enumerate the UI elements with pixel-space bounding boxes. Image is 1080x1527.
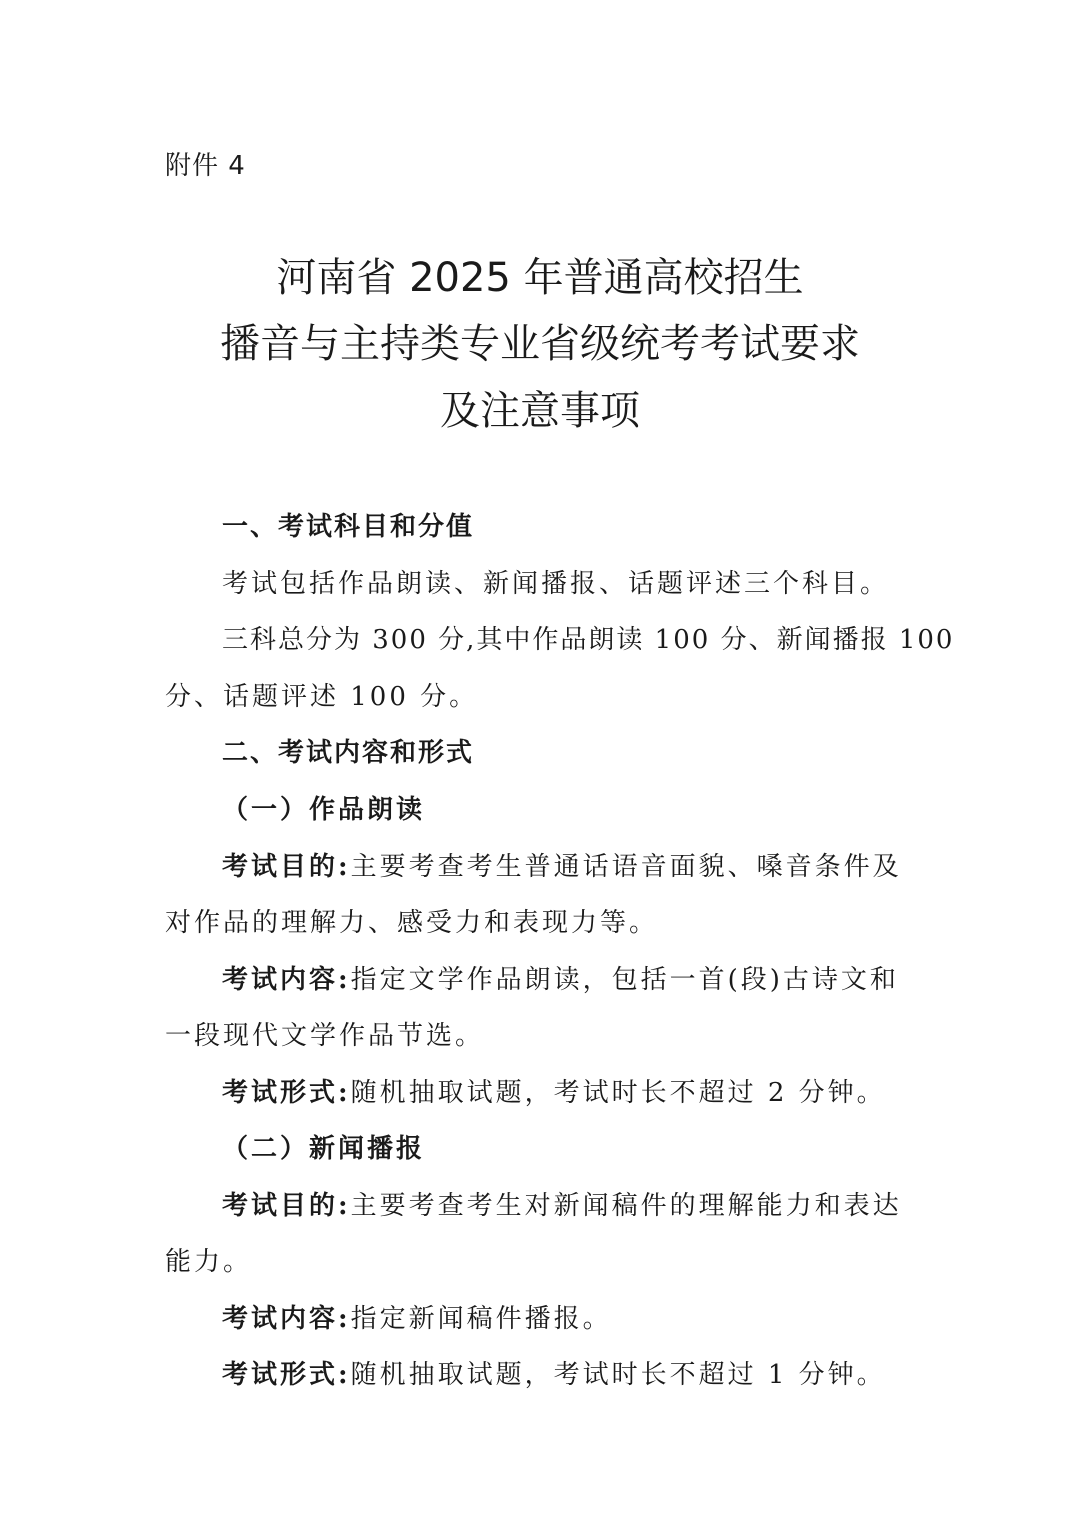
subsection-1-heading: （一）作品朗读 bbox=[222, 795, 426, 825]
sub1-content-label: 考试内容: bbox=[222, 965, 351, 995]
section-2-heading: 二、考试内容和形式 bbox=[222, 738, 475, 768]
section-1-paragraph-2-line-1: 三科总分为 300 分,其中作品朗读 100 分、新闻播报 100 bbox=[222, 625, 955, 655]
sub1-content bbox=[222, 960, 922, 1000]
sub1-form-label: 考试形式: bbox=[222, 1078, 351, 1108]
sub2-form-label: 考试形式: bbox=[222, 1360, 351, 1390]
title-line-3: 及注意事项 bbox=[440, 388, 640, 434]
sub1-form-text: 随机抽取试题，考试时长不超过 2 分钟。 bbox=[350, 1078, 886, 1108]
annex-label: 附件 4 bbox=[165, 151, 246, 181]
subsection-2-heading: （二）新闻播报 bbox=[222, 1134, 426, 1164]
sub1-purpose-label: 考试目的: bbox=[222, 852, 351, 882]
sub1-content-text: 指定文学作品朗读，包括一首(段)古诗文和 bbox=[350, 965, 899, 995]
sub2-content bbox=[222, 1299, 922, 1339]
sub2-purpose-label: 考试目的: bbox=[222, 1191, 351, 1221]
sub1-purpose-text: 主要考查考生普通话语音面貌、嗓音条件及 bbox=[350, 852, 902, 882]
sub2-purpose-continuation: 能力。 bbox=[165, 1247, 253, 1277]
sub2-form bbox=[222, 1355, 922, 1395]
sub2-form-text: 随机抽取试题，考试时长不超过 1 分钟。 bbox=[350, 1360, 886, 1390]
sub1-purpose-continuation: 对作品的理解力、感受力和表现力等。 bbox=[165, 908, 659, 938]
sub2-purpose bbox=[222, 1186, 922, 1226]
title-line-2: 播音与主持类专业省级统考考试要求 bbox=[220, 321, 860, 367]
sub2-purpose-text: 主要考查考生对新闻稿件的理解能力和表达 bbox=[350, 1191, 902, 1221]
section-1-paragraph-2-line-2: 分、话题评述 100 分。 bbox=[165, 682, 479, 712]
section-1-paragraph-1: 考试包括作品朗读、新闻播报、话题评述三个科目。 bbox=[222, 569, 890, 599]
sub1-purpose bbox=[222, 847, 922, 887]
sub2-content-label: 考试内容: bbox=[222, 1304, 351, 1334]
title-line-1: 河南省 2025 年普通高校招生 bbox=[276, 255, 804, 301]
sub2-content-text: 指定新闻稿件播报。 bbox=[350, 1304, 612, 1334]
sub1-content-continuation: 一段现代文学作品节选。 bbox=[165, 1021, 485, 1051]
section-1-heading: 一、考试科目和分值 bbox=[222, 512, 475, 542]
sub1-form bbox=[222, 1073, 922, 1113]
